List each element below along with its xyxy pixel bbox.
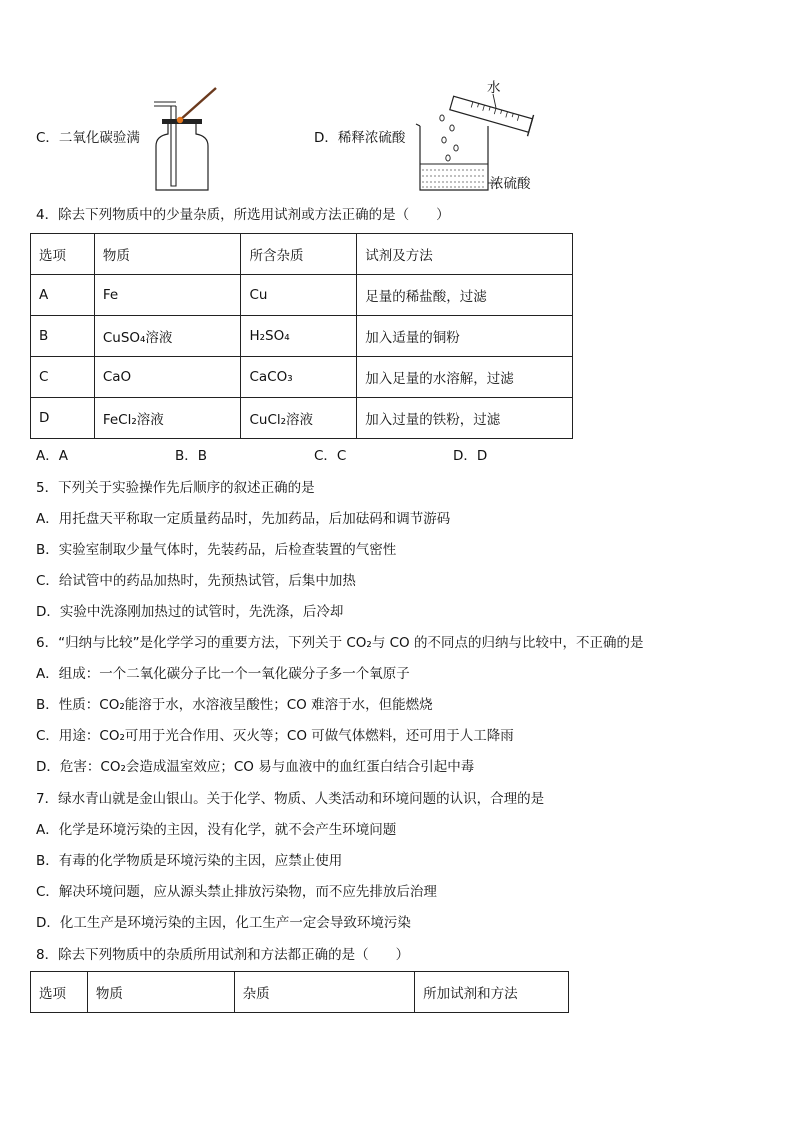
q5-option-a[interactable]: A．用托盘天平称取一定质量药品时，先加药品，后加砝码和调节游码 — [36, 511, 451, 527]
acid-label: 浓硫酸 — [490, 176, 531, 192]
table-header-cell: 所含杂质 — [241, 234, 357, 275]
table-cell: 加入过量的铁粉，过滤 — [357, 398, 573, 439]
table-cell: A — [31, 275, 95, 316]
q5-option-b[interactable]: B．实验室制取少量气体时，先装药品，后检查装置的气密性 — [36, 542, 397, 558]
q4-table — [30, 233, 573, 439]
table-cell: H₂SO₄ — [241, 316, 357, 357]
table-cell: B — [31, 316, 95, 357]
table-header-cell: 选项 — [31, 972, 88, 1013]
table-row — [31, 398, 573, 439]
table-cell: CuSO₄溶液 — [94, 316, 241, 357]
q4-stem: 4．除去下列物质中的少量杂质，所选用试剂或方法正确的是（ ） — [36, 207, 450, 223]
table-header-cell: 物质 — [94, 234, 241, 275]
table-cell: FeCl₂溶液 — [94, 398, 241, 439]
q7-option-b[interactable]: B．有毒的化学物质是环境污染的主因，应禁止使用 — [36, 853, 343, 869]
q4-table-header — [31, 234, 573, 275]
answer-option-d[interactable]: D．D — [453, 448, 488, 464]
table-cell: Fe — [94, 275, 241, 316]
q5-stem: 5．下列关于实验操作先后顺序的叙述正确的是 — [36, 480, 315, 496]
table-row — [31, 316, 573, 357]
answer-option-a[interactable]: A．A — [36, 448, 68, 464]
q5-option-c[interactable]: C．给试管中的药品加热时，先预热试管，后集中加热 — [36, 573, 356, 589]
table-header-cell: 物质 — [87, 972, 234, 1013]
table-header-cell: 选项 — [31, 234, 95, 275]
q8-stem: 8．除去下列物质中的杂质所用试剂和方法都正确的是（ ） — [36, 947, 410, 963]
table-row — [31, 275, 573, 316]
co2-collection-bottle-diagram — [140, 86, 230, 196]
q6-option-c[interactable]: C．用途：CO₂可用于光合作用、灭火等；CO 可做气体燃料，还可用于人工降雨 — [36, 728, 514, 744]
q4-answer-options — [36, 446, 487, 466]
table-cell: 加入足量的水溶解，过滤 — [357, 357, 573, 398]
table-cell: Cu — [241, 275, 357, 316]
q6-option-b[interactable]: B．性质：CO₂能溶于水，水溶液呈酸性；CO 难溶于水，但能燃烧 — [36, 697, 433, 713]
q7-stem: 7．绿水青山就是金山银山。关于化学、物质、人类活动和环境问题的认识，合理的是 — [36, 791, 545, 807]
answer-option-c[interactable]: C．C — [314, 448, 347, 464]
table-cell: D — [31, 398, 95, 439]
q6-option-d[interactable]: D．危害：CO₂会造成温室效应；CO 易与血液中的血红蛋白结合引起中毒 — [36, 759, 475, 775]
q6-stem: 6．“归纳与比较”是化学学习的重要方法，下列关于 CO₂与 CO 的不同点的归纳与比较中，不正确的是 — [36, 635, 644, 651]
q7-option-a[interactable]: A．化学是环境污染的主因，没有化学，就不会产生环境问题 — [36, 822, 397, 838]
table-row — [31, 357, 573, 398]
table-header-cell: 所加试剂和方法 — [415, 972, 569, 1013]
q7-option-c[interactable]: C．解决环境问题，应从源头禁止排放污染物，而不应先排放后治理 — [36, 884, 437, 900]
table-cell: C — [31, 357, 95, 398]
water-label: 水 — [487, 80, 501, 96]
table-cell: 加入适量的铜粉 — [357, 316, 573, 357]
q5-option-d[interactable]: D．实验中洗涤刚加热过的试管时，先洗涤，后冷却 — [36, 604, 344, 620]
table-cell: 足量的稀盐酸，过滤 — [357, 275, 573, 316]
table-cell: CuCl₂溶液 — [241, 398, 357, 439]
table-header-cell: 杂质 — [234, 972, 415, 1013]
q7-option-d[interactable]: D．化工生产是环境污染的主因，化工生产一定会导致环境污染 — [36, 915, 411, 931]
figure-d-label: D．稀释浓硫酸 — [314, 130, 406, 146]
table-cell: CaCO₃ — [241, 357, 357, 398]
answer-option-b[interactable]: B．B — [175, 448, 208, 464]
figure-c-label: C．二氧化碳验满 — [36, 130, 140, 146]
table-cell: CaO — [94, 357, 241, 398]
table-header-cell: 试剂及方法 — [357, 234, 573, 275]
q8-table-header — [31, 972, 569, 1013]
q6-option-a[interactable]: A．组成：一个二氧化碳分子比一个一氧化碳分子多一个氧原子 — [36, 666, 410, 682]
q8-table — [30, 971, 569, 1013]
